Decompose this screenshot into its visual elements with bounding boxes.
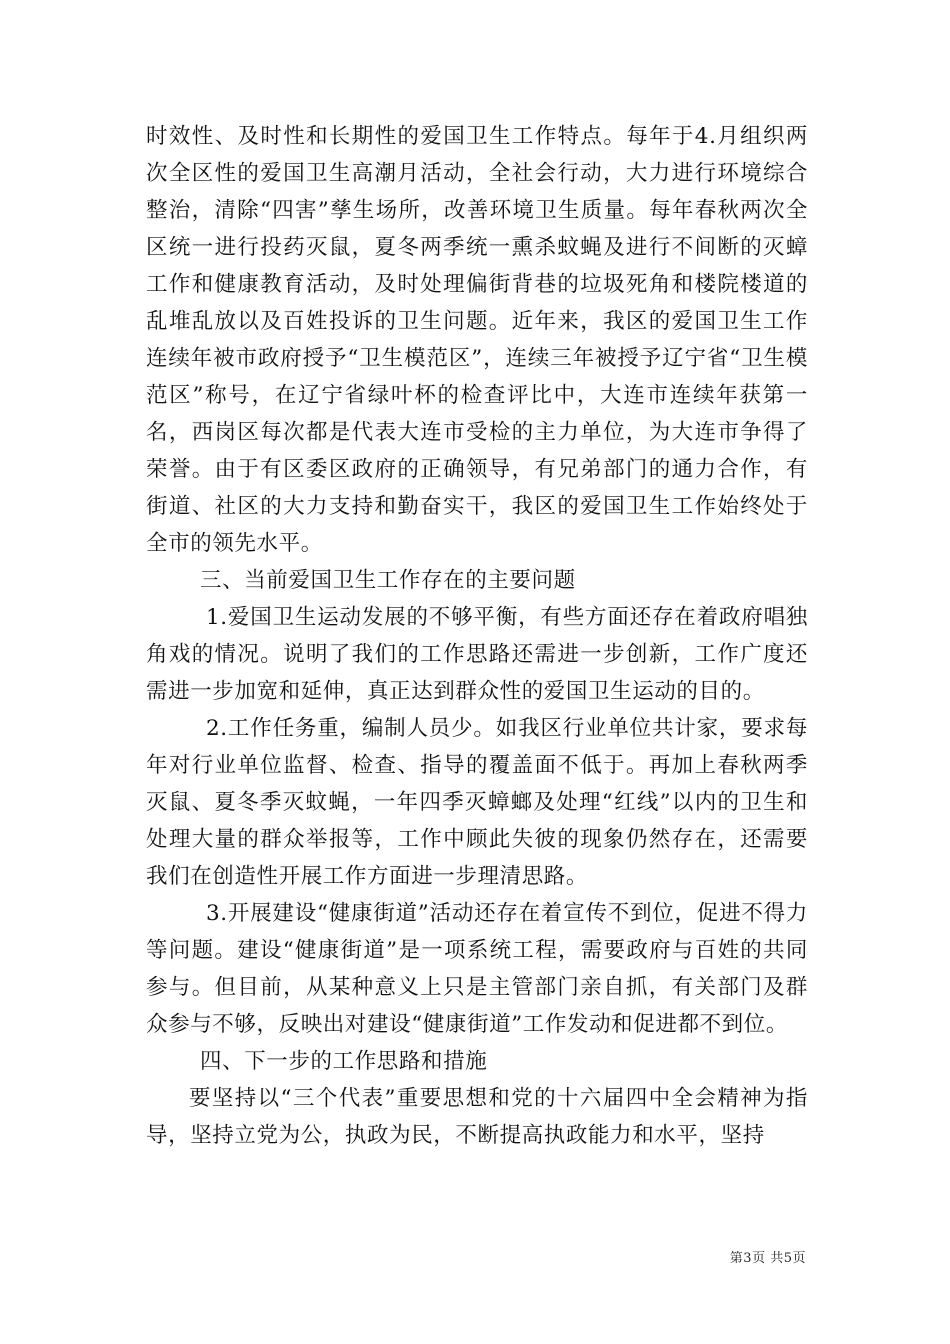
document-body <box>146 118 808 1154</box>
footer-prefix: 第 <box>729 1251 744 1266</box>
body-paragraph: 时效性、及时性和长期性的爱国卫生工作特点。每年于4.月组织两次全区性的爱国卫生高潮月活动，全社会行动，大力进行环境综合整治，清除“四害”孳生场所，改善环境卫生质量。每年春秋两次全区统一进行投药灭鼠，夏冬两季统一熏杀蚊蝇及进行不间断的灭蟑工作和健康教育活动，及时处理偏街背巷的垃圾死角和楼院楼道的乱堆乱放以及百姓投诉的卫生问题。近年来，我区的爱国卫生工作连续年被市政府授予“卫生模范区”，连续三年被授予辽宁省“卫生模范区”称号，在辽宁省绿叶杯的检查评比中，大连市连续年获第一名，西岗区每次都是代表大连市受检的主力单位，为大连市争得了荣誉。由于有区委区政府的正确领导，有兄弟部门的通力合作，有街道、社区的大力支持和勤奋实干，我区的爱国卫生工作始终处于全市的领先水平。 <box>146 124 808 556</box>
footer-total-pages: 5 <box>783 1251 793 1266</box>
list-item: 1.爱国卫生运动发展的不够平衡，有些方面还存在着政府唱独角戏的情况。说明了我们的工作思路还需进一步创新，工作广度还需进一步加宽和延伸，真正达到群众性的爱国卫生运动的目的。 <box>146 605 808 704</box>
footer-middle: 页 共 <box>752 1251 784 1266</box>
footer-suffix: 页 <box>792 1251 806 1266</box>
section-heading: 四、下一步的工作思路和措施 <box>200 1049 488 1074</box>
section-heading: 三、当前爱国卫生工作存在的主要问题 <box>200 568 576 593</box>
list-item: 2.工作任务重，编制人员少。如我区行业单位共计家，要求每年对行业单位监督、检查、指导的覆盖面不低于。再加上春秋两季灭鼠、夏冬季灭蚊蝇，一年四季灭蟑螂及处理“红线”以内的卫生和处理大量的群众举报等，工作中顾此失彼的现象仍然存在，还需要我们在创造性开展工作方面进一步理清思路。 <box>146 716 808 889</box>
body-paragraph: 要坚持以“三个代表”重要思想和党的十六届四中全会精神为指导，坚持立党为公，执政为民，不断提高执政能力和水平，坚持 <box>146 1086 808 1148</box>
list-item: 3.开展建设“健康街道”活动还存在着宣传不到位，促进不得力等问题。建设“健康街道”是一项系统工程，需要政府与百姓的共同参与。但目前，从某种意义上只是主管部门亲自抓，有关部门及群众参与不够，反映出对建设“健康街道”工作发动和促进都不到位。 <box>146 901 808 1037</box>
page-number-footer <box>730 1247 806 1266</box>
footer-current-page: 3 <box>743 1251 753 1266</box>
